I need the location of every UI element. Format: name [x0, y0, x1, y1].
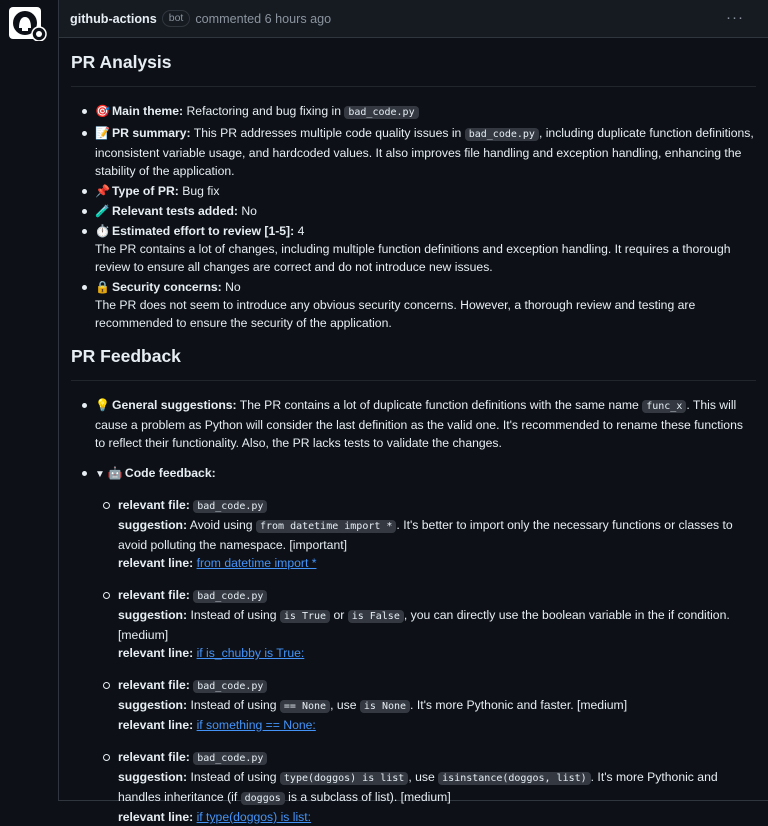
line-label: relevant line:	[118, 646, 194, 660]
code-feedback-label: Code feedback:	[124, 466, 216, 480]
suggestion-text: Instead of using	[190, 698, 277, 712]
list-item	[71, 464, 756, 826]
general-label: General suggestions:	[112, 398, 237, 412]
github-actions-avatar[interactable]	[9, 7, 47, 41]
author-link[interactable]: github-actions	[70, 11, 157, 26]
file-code: bad_code.py	[193, 680, 267, 693]
line-label: relevant line:	[118, 718, 194, 732]
list-item	[71, 222, 756, 276]
feedback-list	[71, 396, 756, 826]
lock-icon: 🔒	[95, 280, 110, 294]
inline-code: func_x	[642, 400, 686, 413]
effort-value: 4	[297, 224, 305, 238]
feedback-item	[95, 748, 756, 826]
suggestion-text: , you can directly use the boolean variable in the if condition. [medium]	[118, 608, 730, 642]
inline-code: bad_code.py	[344, 106, 418, 119]
relevant-line-link[interactable]: from datetime import *	[196, 556, 317, 570]
list-item	[71, 124, 756, 180]
suggestion-label: suggestion:	[118, 698, 188, 712]
bot-badge: bot	[162, 10, 191, 27]
suggestion-text: , use	[408, 770, 435, 784]
comment-timestamp[interactable]: commented 6 hours ago	[195, 11, 332, 26]
type-value: Bug fix	[182, 184, 220, 198]
feedback-item	[95, 496, 756, 572]
memo-icon: 📝	[95, 126, 110, 140]
general-text: . This will cause a problem as Python will consider the last definition as the valid one. It's recommended to rename these functions to reflect their functionality. Also, the PR lacks tests to validate the changes.	[95, 398, 743, 450]
inline-code: is True	[280, 610, 330, 623]
tests-label: Relevant tests added:	[112, 204, 238, 218]
code-feedback-list	[95, 496, 756, 826]
more-options-icon[interactable]: ···	[726, 9, 744, 26]
lightbulb-icon: 💡	[95, 398, 110, 412]
inline-code: isinstance(doggos, list)	[438, 772, 591, 785]
line-label: relevant line:	[118, 810, 194, 824]
summary-text: , including duplicate function definitions, inconsistent variable usage, and hardcoded values. It also improves file handling and exception handling, enhancing the stability of the application.	[95, 126, 754, 178]
comment-header	[59, 0, 768, 38]
comment-card	[58, 0, 768, 824]
suggestion-text: Instead of using	[190, 770, 277, 784]
file-code: bad_code.py	[193, 752, 267, 765]
pr-feedback-heading: PR Feedback	[71, 346, 756, 381]
inline-code: is None	[360, 700, 410, 713]
suggestion-text: or	[333, 608, 345, 622]
inline-code: doggos	[241, 792, 285, 805]
suggestion-text: Avoid using	[189, 518, 253, 532]
list-item	[71, 102, 756, 122]
summary-text: This PR addresses multiple code quality issues in	[193, 126, 462, 140]
triangle-down-icon: ▼	[95, 469, 105, 480]
robot-icon: 🤖	[107, 466, 123, 480]
suggestion-text: , use	[330, 698, 357, 712]
list-item	[71, 396, 756, 452]
file-label: relevant file:	[118, 678, 190, 692]
suggestion-text: Instead of using	[190, 608, 277, 622]
analysis-list	[71, 102, 756, 332]
main-theme-text: Refactoring and bug fixing in	[186, 104, 341, 118]
inline-code: is False	[348, 610, 404, 623]
code-feedback-toggle[interactable]	[95, 466, 216, 480]
file-label: relevant file:	[118, 588, 190, 602]
suggestion-label: suggestion:	[118, 608, 188, 622]
test-tube-icon: 🧪	[95, 204, 110, 218]
file-code: bad_code.py	[193, 500, 267, 513]
general-text: The PR contains a lot of duplicate function definitions with the same name	[239, 398, 639, 412]
inline-code: from datetime import *	[256, 520, 396, 533]
inline-code: == None	[280, 700, 330, 713]
target-icon: 🎯	[95, 104, 110, 118]
security-label: Security concerns:	[112, 280, 222, 294]
main-theme-label: Main theme:	[112, 104, 184, 118]
relevant-line-link[interactable]: if something == None:	[196, 718, 316, 732]
suggestion-label: suggestion:	[118, 518, 188, 532]
type-label: Type of PR:	[112, 184, 179, 198]
line-label: relevant line:	[118, 556, 194, 570]
pr-analysis-heading: PR Analysis	[71, 52, 756, 87]
comment-body	[59, 52, 768, 826]
suggestion-text: is a subclass of list). [medium]	[288, 790, 451, 804]
inline-code: type(doggos) is list	[280, 772, 408, 785]
effort-label: Estimated effort to review [1-5]:	[112, 224, 295, 238]
relevant-line-link[interactable]: if type(doggos) is list:	[196, 810, 312, 824]
relevant-line-link[interactable]: if is_chubby is True:	[196, 646, 305, 660]
list-item	[71, 202, 756, 220]
suggestion-label: suggestion:	[118, 770, 188, 784]
feedback-item	[95, 676, 756, 734]
suggestion-text: . It's more Pythonic and handles inheritance (if	[118, 770, 718, 804]
list-item	[71, 278, 756, 332]
file-label: relevant file:	[118, 750, 190, 764]
pushpin-icon: 📌	[95, 184, 110, 198]
file-code: bad_code.py	[193, 590, 267, 603]
summary-label: PR summary:	[112, 126, 191, 140]
inline-code: bad_code.py	[465, 128, 539, 141]
feedback-item	[95, 586, 756, 662]
security-text: The PR does not seem to introduce any obvious security concerns. However, a thorough review and testing are recommended to ensure the security of the application.	[95, 298, 696, 330]
effort-text: The PR contains a lot of changes, including multiple function definitions and exception handling. It requires a thorough review to ensure all changes are correct and do not introduce new issues.	[95, 242, 731, 274]
security-value: No	[225, 280, 241, 294]
suggestion-text: . It's more Pythonic and faster. [medium]	[410, 698, 628, 712]
list-item	[71, 182, 756, 200]
suggestion-text: . It's better to import only the necessary functions or classes to avoid polluting the namespace. [important]	[118, 518, 733, 552]
stopwatch-icon: ⏱️	[95, 224, 110, 238]
tests-value: No	[241, 204, 257, 218]
file-label: relevant file:	[118, 498, 190, 512]
